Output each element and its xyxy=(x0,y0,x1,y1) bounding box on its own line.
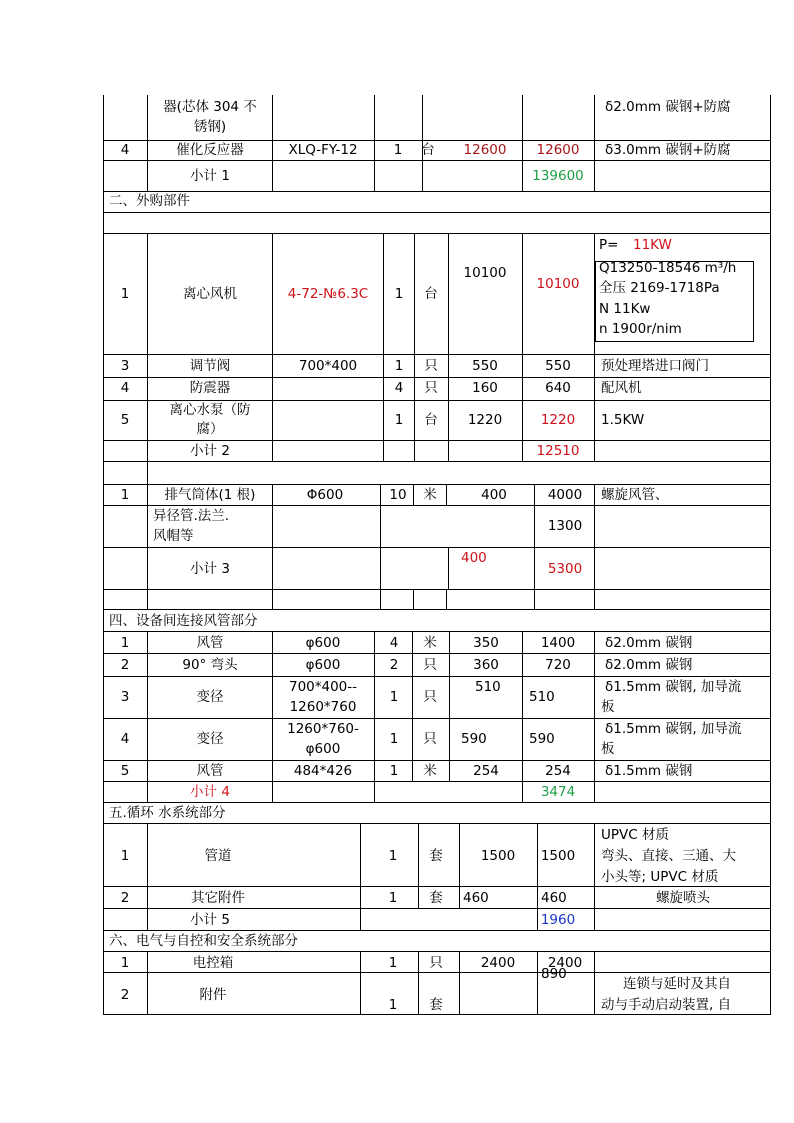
item-name: 其它附件 xyxy=(191,890,245,906)
item-name: 附件 xyxy=(199,987,227,1003)
item-name: 变径 xyxy=(196,689,224,705)
item-remark-line2: 动与手动启动装置, 自 xyxy=(601,997,732,1013)
item-name-line2: 风帽等 xyxy=(153,528,194,544)
item-remark-line1: δ1.5mm 碳钢, 加导流 xyxy=(605,721,742,737)
row-no: 4 xyxy=(120,380,130,396)
row-no: 2 xyxy=(120,987,130,1003)
item-qty: 2 xyxy=(389,657,399,673)
item-name: 90° 弯头 xyxy=(182,657,238,673)
item-total: 1300 xyxy=(547,518,583,534)
item-price: 2400 xyxy=(480,955,516,971)
item-price: 160 xyxy=(472,380,498,396)
item-qty: 1 xyxy=(389,763,399,779)
item-remark-line2: 板 xyxy=(601,699,615,715)
item-name: 调节阀 xyxy=(189,358,231,374)
item-price: 510 xyxy=(475,679,501,695)
item-total: 720 xyxy=(545,657,571,673)
item-unit: 台 xyxy=(424,286,438,302)
item-total: 10100 xyxy=(536,276,580,292)
item-qty: 1 xyxy=(394,358,404,374)
row-no: 1 xyxy=(120,635,130,651)
item-unit: 只 xyxy=(424,358,438,374)
item-name: 风管 xyxy=(196,635,224,651)
row-no: 2 xyxy=(120,890,130,906)
item-qty: 1 xyxy=(389,689,399,705)
item-price: 590 xyxy=(461,731,487,747)
quotation-table xyxy=(103,95,771,1015)
item-remark: δ2.0mm 碳钢 xyxy=(605,635,693,651)
item-model-line2: φ600 xyxy=(305,741,341,757)
item-unit: 米 xyxy=(423,487,437,503)
item-name: 催化反应器 xyxy=(176,142,244,158)
item-unit: 只 xyxy=(423,731,437,747)
item-price: 550 xyxy=(472,358,498,374)
subtotal-2-value: 12510 xyxy=(536,443,580,459)
item-total: 12600 xyxy=(536,142,580,158)
subtotal-3-price: 400 xyxy=(461,550,487,566)
row-no: 1 xyxy=(120,955,130,971)
subtotal-4-value: 3474 xyxy=(540,784,576,800)
subtotal-1-label: 小计 1 xyxy=(190,168,230,184)
item-total: 2400 xyxy=(547,955,583,971)
item-qty: 1 xyxy=(394,286,404,302)
item-unit: 台 xyxy=(424,412,438,428)
item-qty: 10 xyxy=(389,487,407,503)
fan-spec-flow: Q13250-18546 m³/h xyxy=(599,260,737,276)
item-remark: 预处理塔进口阀门 xyxy=(601,358,709,374)
item-model-line2: 1260*760 xyxy=(289,699,357,715)
item-total: 1500 xyxy=(540,848,576,864)
item-name: 变径 xyxy=(196,731,224,747)
item-qty: 4 xyxy=(394,380,404,396)
item-total: 640 xyxy=(545,380,571,396)
item-unit: 米 xyxy=(423,635,437,651)
subtotal-3-label: 小计 3 xyxy=(190,561,230,577)
item-remark-line1: 连锁与延时及其自 xyxy=(623,976,731,992)
item-remark-line1: UPVC 材质 xyxy=(601,827,669,843)
subtotal-1-value: 139600 xyxy=(532,168,584,184)
item-name: 电控箱 xyxy=(192,955,234,971)
item-remark-line1: δ1.5mm 碳钢, 加导流 xyxy=(605,679,742,695)
fan-spec-power-value: 11KW xyxy=(633,237,672,253)
row-no: 3 xyxy=(120,358,130,374)
section-2-title: 二、外购部件 xyxy=(109,193,190,209)
section-6-title: 六、电气与自控和安全系统部分 xyxy=(109,933,298,949)
item-unit: 套 xyxy=(429,848,443,864)
item-model: 700*400 xyxy=(298,358,358,374)
item-unit: 套 xyxy=(429,997,443,1013)
item-total: 590 xyxy=(529,731,555,747)
item-price: 350 xyxy=(473,635,499,651)
item-name-line1: 异径管.法兰. xyxy=(153,508,230,524)
item-total: 4000 xyxy=(547,487,583,503)
item-model: Φ600 xyxy=(306,487,344,503)
item-model-line1: 700*400-- xyxy=(288,679,358,695)
item-remark: δ2.0mm 碳钢 xyxy=(605,657,693,673)
item-name-line2: 锈钢) xyxy=(193,119,227,135)
subtotal-3-value: 5300 xyxy=(547,561,583,577)
item-unit: 只 xyxy=(423,689,437,705)
item-qty: 1 xyxy=(394,412,404,428)
item-model: φ600 xyxy=(305,635,341,651)
item-total: 550 xyxy=(545,358,571,374)
item-name-line1: 器(芯体 304 不 xyxy=(163,99,257,115)
item-qty: 1 xyxy=(388,997,398,1013)
item-total: 460 xyxy=(541,890,567,906)
item-price: 360 xyxy=(473,657,499,673)
row-no: 3 xyxy=(120,689,130,705)
item-model-line1: 1260*760- xyxy=(287,721,359,737)
item-qty: 1 xyxy=(388,890,398,906)
item-price: 1500 xyxy=(480,848,516,864)
item-model: XLQ-FY-12 xyxy=(288,142,358,158)
item-total: 1400 xyxy=(540,635,576,651)
item-name-line2: 腐） xyxy=(196,421,224,437)
section-5-title: 五.循环 水系统部分 xyxy=(109,805,226,821)
row-no: 4 xyxy=(120,731,130,747)
row-no: 1 xyxy=(120,487,130,503)
item-unit: 台 xyxy=(421,142,435,158)
item-remark: δ3.0mm 碳钢+防腐 xyxy=(605,142,731,158)
item-name: 管道 xyxy=(204,848,232,864)
item-total: 510 xyxy=(529,689,555,705)
item-price: 1220 xyxy=(467,412,503,428)
item-price: 254 xyxy=(473,763,499,779)
row-no: 5 xyxy=(120,763,130,779)
item-name: 防震器 xyxy=(189,380,231,396)
item-price: 400 xyxy=(481,487,507,503)
subtotal-5-value: 1960 xyxy=(540,912,576,928)
item-price: 12600 xyxy=(463,142,507,158)
item-name: 离心风机 xyxy=(183,286,237,302)
item-price: 10100 xyxy=(463,265,507,281)
item-total: 254 xyxy=(545,763,571,779)
item-qty: 1 xyxy=(388,848,398,864)
item-unit: 米 xyxy=(423,763,437,779)
item-qty: 1 xyxy=(393,142,403,158)
row-no: 2 xyxy=(120,657,130,673)
row-no: 5 xyxy=(120,412,130,428)
item-name-line1: 离心水泵（防 xyxy=(169,402,251,418)
item-total: 890 xyxy=(541,966,567,982)
subtotal-2-label: 小计 2 xyxy=(190,443,230,459)
item-remark-line3: 小头等; UPVC 材质 xyxy=(601,869,719,885)
item-model: φ600 xyxy=(305,657,341,673)
item-name: 风管 xyxy=(196,763,224,779)
section-4-title: 四、设备间连接风管部分 xyxy=(109,613,258,629)
subtotal-4-label: 小计 4 xyxy=(190,784,230,800)
fan-spec-pressure: 全压 2169-1718Pa xyxy=(599,280,720,296)
row-no: 1 xyxy=(120,286,130,302)
item-total: 1220 xyxy=(540,412,576,428)
subtotal-5-label: 小计 5 xyxy=(190,912,230,928)
item-remark: 1.5KW xyxy=(601,412,645,428)
item-remark: 螺旋喷头 xyxy=(656,890,710,906)
item-unit: 只 xyxy=(423,657,437,673)
item-qty: 4 xyxy=(389,635,399,651)
item-remark-line2: 弯头、直接、三通、大 xyxy=(601,848,736,864)
item-unit: 只 xyxy=(424,380,438,396)
item-remark: δ2.0mm 碳钢+防腐 xyxy=(605,99,731,115)
item-remark: 配风机 xyxy=(601,380,642,396)
item-name: 排气筒体(1 根) xyxy=(164,487,256,503)
item-remark: δ1.5mm 碳钢 xyxy=(605,763,693,779)
item-unit: 只 xyxy=(429,955,443,971)
item-unit: 套 xyxy=(429,890,443,906)
item-price: 460 xyxy=(463,890,489,906)
row-no: 1 xyxy=(120,848,130,864)
item-model: 484*426 xyxy=(293,763,353,779)
item-model: 4-72-№6.3C xyxy=(287,286,369,302)
row-no: 4 xyxy=(120,142,130,158)
fan-spec-speed: n 1900r/nim xyxy=(599,321,682,337)
fan-spec-n: N 11Kw xyxy=(599,301,651,317)
item-remark: 螺旋风管、 xyxy=(601,487,669,503)
item-remark-line2: 板 xyxy=(601,741,615,757)
item-qty: 1 xyxy=(389,731,399,747)
fan-spec-power-label: P= xyxy=(599,237,619,253)
item-qty: 1 xyxy=(388,955,398,971)
